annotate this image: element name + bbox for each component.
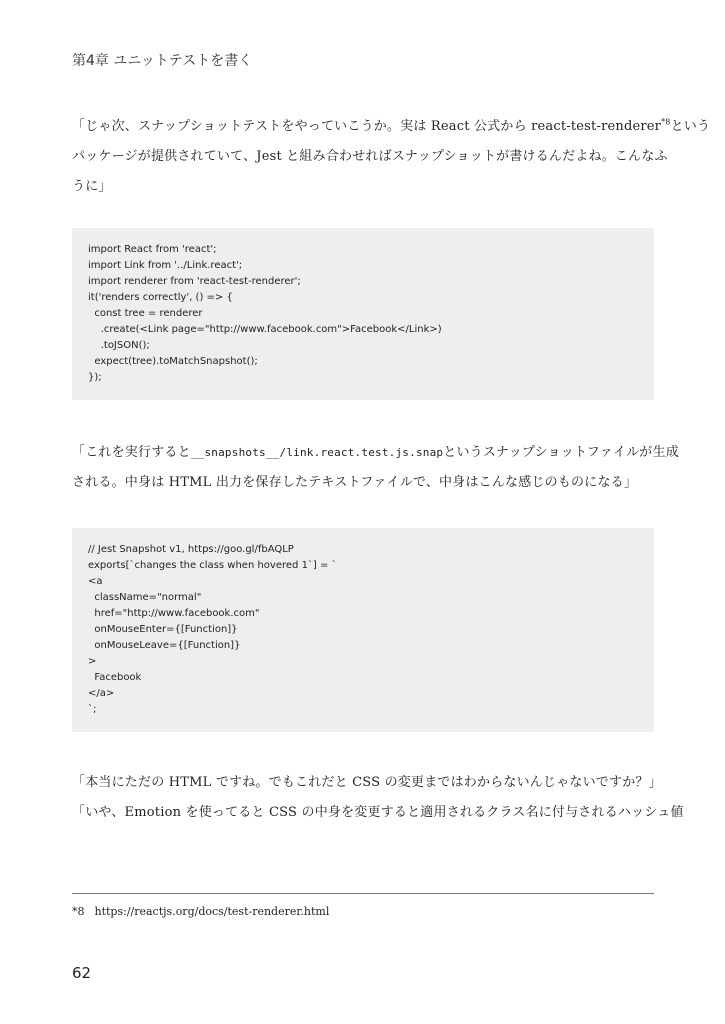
paragraph-3: [72, 768, 684, 828]
footnote: [72, 905, 329, 918]
code-line: className="normal": [88, 592, 202, 603]
chapter-header: 第4章 ユニットテストを書く: [72, 53, 253, 69]
code-line: // Jest Snapshot v1, https://goo.gl/fbAQLP: [88, 544, 294, 555]
footnote-divider: [72, 893, 654, 894]
code-block-snapshot: [72, 528, 654, 732]
footnote-reference: *8: [661, 117, 671, 127]
code-line: import renderer from 'react-test-renderer';: [88, 276, 301, 287]
page-number: 62: [72, 964, 92, 982]
code-line: href="http://www.facebook.com": [88, 608, 260, 619]
code-line: Facebook: [88, 672, 142, 683]
code-line: >: [88, 656, 97, 667]
paragraph-1-line-1-text: 「じゃ次、スナップショットテストをやっていこうか。実は React 公式から react-test-renderer: [72, 119, 662, 134]
footnote-mark: *8: [72, 905, 85, 918]
code-line: expect(tree).toMatchSnapshot();: [88, 356, 258, 367]
inline-code-path: __snapshots__/link.react.test.js.snap: [190, 446, 444, 459]
code-line: });: [88, 372, 102, 383]
paragraph-2: [72, 438, 679, 498]
code-line: .create(<Link page="http://www.facebook.com">Facebook</Link>): [88, 324, 442, 335]
code-block-test: [72, 228, 654, 400]
code-line: <a: [88, 576, 103, 587]
code-line: `;: [88, 704, 97, 715]
paragraph-1: [72, 112, 711, 202]
paragraph-3-line-2: 「いや、Emotion を使ってると CSS の中身を変更すると適用されるクラス名に付与されるハッシュ値: [72, 805, 684, 820]
code-line: </a>: [88, 688, 115, 699]
footnote-url: https://reactjs.org/docs/test-renderer.html: [94, 905, 330, 918]
code-line: import React from 'react';: [88, 244, 217, 255]
code-line: it('renders correctly', () => {: [88, 292, 233, 303]
paragraph-3-line-1: 「本当にただの HTML ですね。でもこれだと CSS の変更まではわからないんじゃないですか？」: [72, 775, 662, 790]
code-line: exports[`changes the class when hovered 1`] = `: [88, 560, 337, 571]
paragraph-1-line-1: [72, 112, 711, 142]
code-line: onMouseEnter={[Function]}: [88, 624, 238, 635]
paragraph-1-line-1-end: という: [670, 119, 711, 134]
paragraph-2-line-1-end: というスナップショットファイルが生成: [443, 445, 679, 460]
paragraph-2-line-2: される。中身は HTML 出力を保存したテキストファイルで、中身はこんな感じのものになる」: [72, 475, 638, 490]
code-line: onMouseLeave={[Function]}: [88, 640, 241, 651]
code-line: import Link from '../Link.react';: [88, 260, 243, 271]
code-line: .toJSON();: [88, 340, 150, 351]
paragraph-2-line-1-text: 「これを実行すると: [72, 445, 191, 460]
code-line: const tree = renderer: [88, 308, 203, 319]
paragraph-2-line-1: [72, 438, 679, 468]
paragraph-1-line-2: パッケージが提供されていて、Jest と組み合わせればスナップショットが書けるんだよね。こんなふ: [72, 149, 668, 164]
paragraph-1-line-3: うに」: [72, 179, 112, 194]
